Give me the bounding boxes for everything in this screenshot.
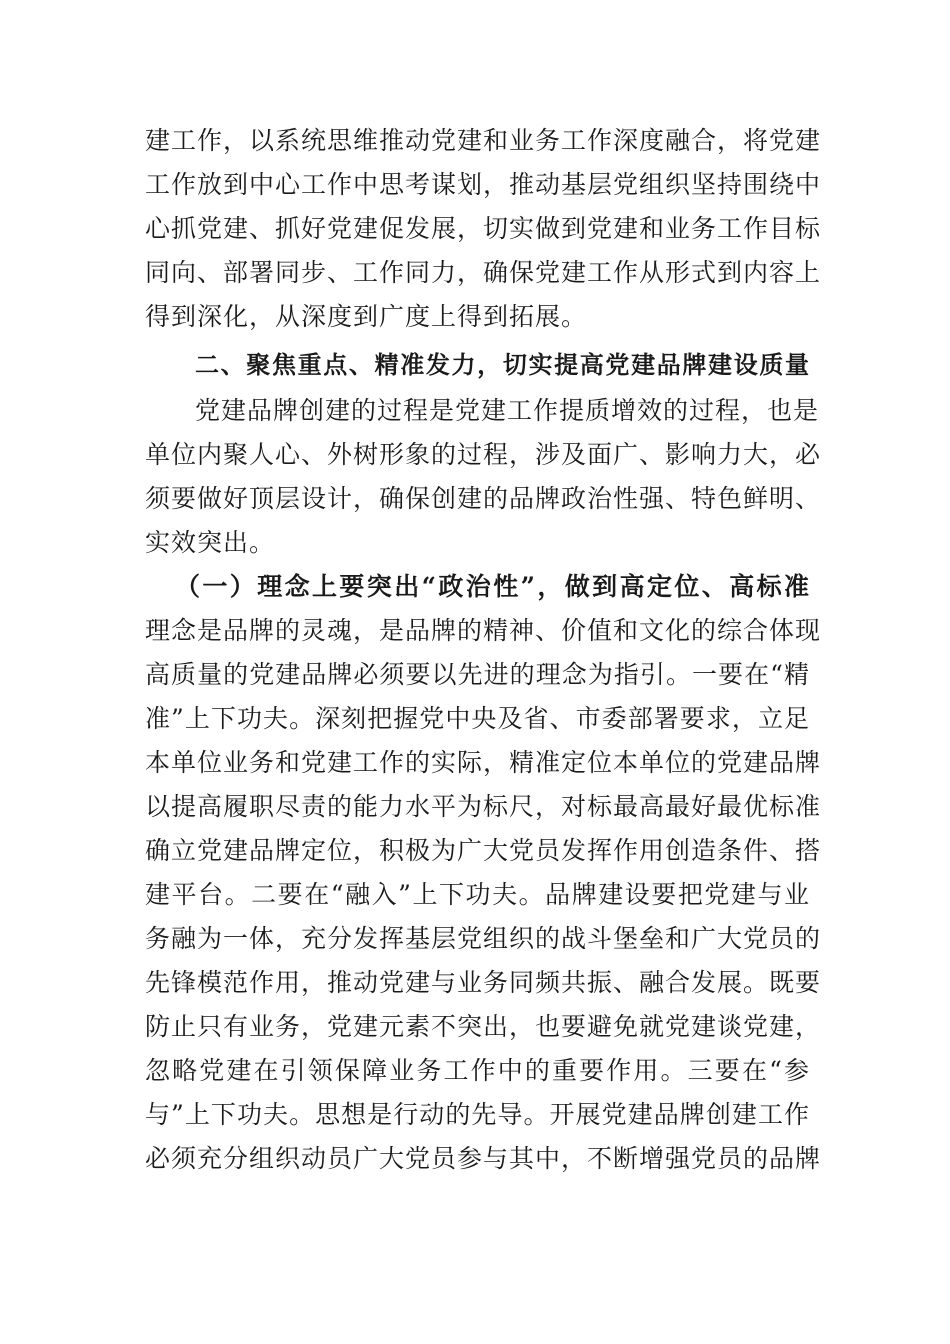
body-text-line: 与”上下功夫。思想是行动的先导。开展党建品牌创建工作 [145, 1100, 810, 1129]
body-text-line: 高质量的党建品牌必须要以先进的理念为指引。一要在“精 [145, 660, 810, 689]
body-text-line: 忽略党建在引领保障业务工作中的重要作用。三要在“参 [145, 1056, 810, 1085]
body-text-line: 得到深化，从深度到广度上得到拓展。 [145, 302, 588, 331]
body-text-line: 准”上下功夫。深刻把握党中央及省、市委部署要求，立足 [145, 704, 810, 733]
body-text-line: 实效突出。 [145, 528, 276, 557]
body-text-line: 务融为一体，充分发挥基层党组织的战斗堡垒和广大党员的 [145, 924, 822, 953]
paragraph-first-line: 党建品牌创建的过程是党建工作提质增效的过程，也是 [195, 396, 820, 425]
subsection-heading: （一）理念上要突出“政治性”，做到高定位、高标准 [175, 572, 810, 601]
body-text-line: 确立党建品牌定位，积极为广大党员发挥作用创造条件、搭 [145, 836, 822, 865]
section-heading: 二、聚焦重点、精准发力，切实提高党建品牌建设质量 [195, 351, 810, 379]
body-text-line: 单位内聚人心、外树形象的过程，涉及面广、影响力大，必 [145, 440, 822, 469]
body-text-line: 本单位业务和党建工作的实际，精准定位本单位的党建品牌 [145, 748, 822, 777]
body-text-line: 须要做好顶层设计，确保创建的品牌政治性强、特色鲜明、 [145, 484, 822, 513]
body-text-line: 工作放到中心工作中思考谋划，推动基层党组织坚持围绕中 [145, 170, 822, 199]
body-text-line: 建平台。二要在“融入”上下功夫。品牌建设要把党建与业 [145, 880, 810, 909]
body-text-line: 防止只有业务，党建元素不突出，也要避免就党建谈党建， [145, 1012, 822, 1041]
body-text-line: 先锋模范作用，推动党建与业务同频共振、融合发展。既要 [145, 968, 822, 997]
body-text-line: 以提高履职尽责的能力水平为标尺，对标最高最好最优标准 [145, 792, 822, 821]
body-text-line: 理念是品牌的灵魂，是品牌的精神、价值和文化的综合体现 [145, 616, 822, 645]
body-text-line: 建工作，以系统思维推动党建和业务工作深度融合，将党建 [145, 126, 822, 155]
body-text-line: 必须充分组织动员广大党员参与其中，不断增强党员的品牌 [145, 1144, 822, 1173]
body-text-line: 同向、部署同步、工作同力，确保党建工作从形式到内容上 [145, 258, 822, 287]
body-text-line: 心抓党建、抓好党建促发展，切实做到党建和业务工作目标 [145, 214, 822, 243]
